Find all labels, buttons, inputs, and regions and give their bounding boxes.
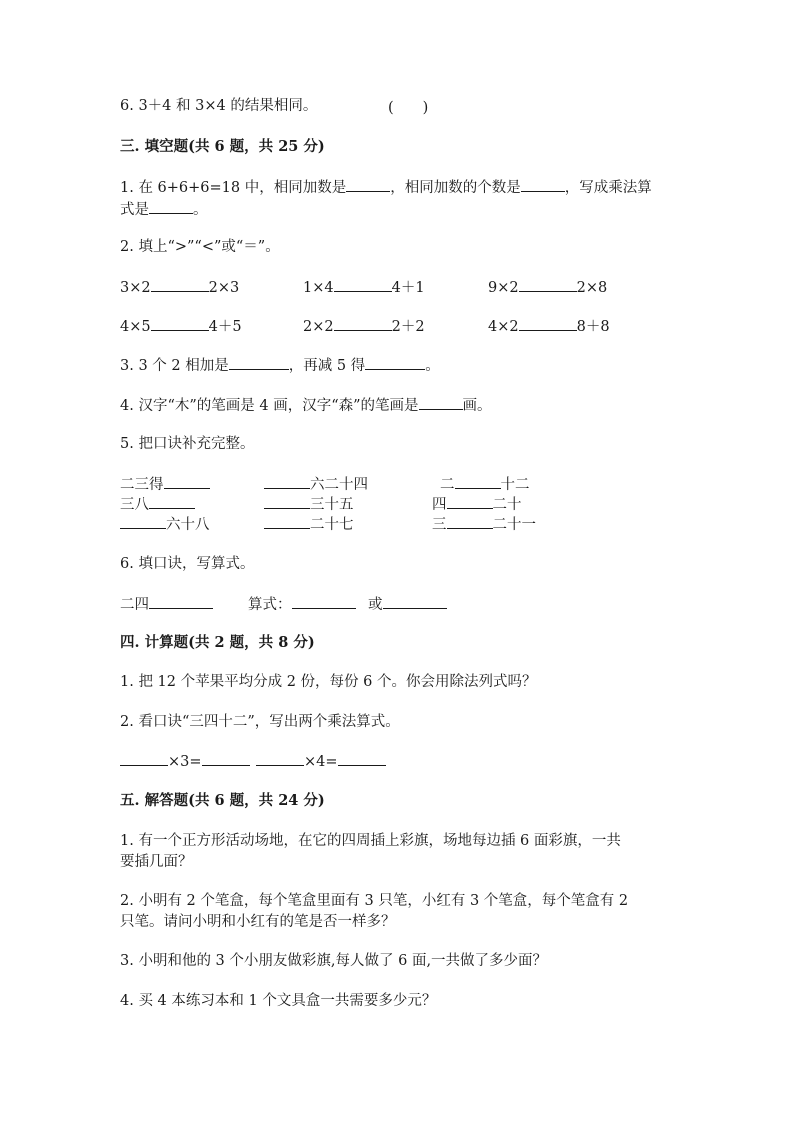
fill-question-5: 5. 把口诀补充完整。 (120, 436, 255, 452)
rhyme-item (264, 494, 354, 515)
expression: ×3= (168, 754, 202, 770)
rhyme-text: 二十七 (310, 517, 354, 533)
rhyme-text: 四 (432, 497, 447, 513)
fill-question-1-line2 (120, 199, 208, 220)
answer-blank[interactable] (292, 594, 356, 609)
answer-blank[interactable] (149, 594, 213, 609)
compare-item (120, 316, 242, 337)
rhyme-text: 二十一 (492, 517, 536, 533)
answer-blank[interactable] (151, 277, 209, 292)
formula-alt-row (368, 594, 447, 615)
word-problem-1-line1: 1. 有一个正方形活动场地，在它的四周插上彩旗，场地每边插 6 面彩旗，一共 (120, 833, 621, 849)
fill-question-1-line1 (120, 177, 652, 198)
section-heading-word-problems: 五. 解答题(共 6 题，共 24 分) (120, 792, 325, 809)
rhyme-text: 六二十四 (310, 477, 368, 493)
question-text: 4. 汉字“木”的笔画是 4 画，汉字“森”的笔画是 (120, 398, 419, 414)
question-text: ，再减 5 得 (288, 358, 366, 374)
question-text: 。 (425, 358, 440, 374)
expression: 1×4 (303, 280, 334, 296)
answer-blank[interactable] (264, 474, 310, 489)
formula-row (248, 594, 356, 615)
rhyme-text: 二 (440, 477, 455, 493)
expression: 4＋1 (391, 280, 425, 296)
answer-blank[interactable] (264, 514, 310, 529)
rhyme-item (264, 514, 354, 535)
section-heading-fill-in: 三. 填空题(共 6 题，共 25 分) (120, 138, 325, 155)
answer-blank[interactable] (120, 751, 168, 766)
answer-blank[interactable] (419, 395, 463, 410)
fill-question-3 (120, 355, 440, 376)
expression: 9×2 (488, 280, 519, 296)
question-text: ，相同加数的个数是 (390, 180, 521, 196)
rhyme-item (440, 474, 530, 495)
rhyme-text: 二十 (492, 497, 522, 513)
answer-parentheses[interactable]: ( ) (388, 100, 429, 116)
calc-question-2: 2. 看口诀“三四十二”，写出两个乘法算式。 (120, 714, 400, 730)
calc-question-1: 1. 把 12 个苹果平均分成 2 份，每份 6 个。你会用除法列式吗？ (120, 674, 537, 690)
expression: 2＋2 (391, 319, 425, 335)
expression: 4×2 (488, 319, 519, 335)
question-true-false-6 (120, 96, 317, 116)
answer-blank[interactable] (149, 199, 193, 214)
word-problem-4: 4. 买 4 本练习本和 1 个文具盒一共需要多少元？ (120, 993, 437, 1009)
expression: 4＋5 (208, 319, 242, 335)
fill-question-4 (120, 395, 492, 416)
question-text: 画。 (462, 398, 492, 414)
rhyme-text: 三十五 (310, 497, 354, 513)
expression: 2×3 (208, 280, 240, 296)
section-heading-calculation: 四. 计算题(共 2 题，共 8 分) (120, 634, 315, 651)
label-text: 算式： (248, 597, 292, 613)
rhyme-item (432, 494, 522, 515)
question-text: 。 (193, 202, 208, 218)
compare-item (303, 316, 425, 337)
rhyme-item (432, 514, 536, 535)
rhyme-formula-row (120, 594, 213, 615)
answer-blank[interactable] (256, 751, 304, 766)
rhyme-text: 二四 (120, 597, 149, 613)
multiplication-row (120, 751, 250, 772)
rhyme-item (120, 474, 210, 495)
expression: ×4= (304, 754, 338, 770)
answer-blank[interactable] (264, 494, 310, 509)
answer-blank[interactable] (338, 751, 386, 766)
compare-item (488, 277, 607, 298)
word-problem-2-line1: 2. 小明有 2 个笔盒，每个笔盒里面有 3 只笔，小红有 3 个笔盒，每个笔盒有 2 (120, 893, 629, 909)
answer-blank[interactable] (346, 177, 390, 192)
answer-blank[interactable] (229, 355, 289, 370)
rhyme-item (120, 514, 210, 535)
word-problem-1-line2: 要插几面？ (120, 854, 193, 870)
answer-blank[interactable] (521, 177, 565, 192)
rhyme-item (264, 474, 368, 495)
word-problem-2-line2: 只笔。请问小明和小红有的笔是否一样多？ (120, 914, 396, 930)
question-text: 6. 3＋4 和 3×4 的结果相同。 (120, 98, 318, 114)
question-text: ，写成乘法算 (564, 180, 652, 196)
answer-blank[interactable] (149, 494, 195, 509)
answer-blank[interactable] (120, 514, 166, 529)
answer-blank[interactable] (365, 355, 425, 370)
expression: 4×5 (120, 319, 151, 335)
answer-blank[interactable] (519, 277, 577, 292)
rhyme-text: 二三得 (120, 477, 164, 493)
answer-blank[interactable] (151, 316, 209, 331)
answer-blank[interactable] (519, 316, 577, 331)
fill-question-6: 6. 填口诀，写算式。 (120, 556, 255, 572)
fill-question-2: 2. 填上“>”“<”或“＝”。 (120, 239, 280, 255)
expression: 3×2 (120, 280, 151, 296)
answer-blank[interactable] (334, 316, 392, 331)
answer-blank[interactable] (447, 514, 493, 529)
rhyme-item (120, 494, 195, 515)
rhyme-text: 三 (432, 517, 447, 533)
expression: 8＋8 (576, 319, 610, 335)
rhyme-text: 六十八 (166, 517, 210, 533)
answer-blank[interactable] (202, 751, 250, 766)
question-text: 3. 3 个 2 相加是 (120, 358, 229, 374)
answer-blank[interactable] (447, 494, 493, 509)
expression: 2×2 (303, 319, 334, 335)
compare-item (120, 277, 239, 298)
compare-item (488, 316, 610, 337)
rhyme-text: 三八 (120, 497, 149, 513)
answer-blank[interactable] (383, 594, 447, 609)
answer-blank[interactable] (334, 277, 392, 292)
label-text: 或 (368, 597, 383, 613)
rhyme-text: 十二 (500, 477, 530, 493)
question-text: 式是 (120, 202, 149, 218)
compare-item (303, 277, 425, 298)
expression: 2×8 (576, 280, 608, 296)
word-problem-3: 3. 小明和他的 3 个小朋友做彩旗,每人做了 6 面,一共做了多少面？ (120, 953, 548, 969)
multiplication-row (256, 751, 386, 772)
question-text: 1. 在 6+6+6=18 中，相同加数是 (120, 180, 347, 196)
answer-blank[interactable] (455, 474, 501, 489)
answer-blank[interactable] (164, 474, 210, 489)
